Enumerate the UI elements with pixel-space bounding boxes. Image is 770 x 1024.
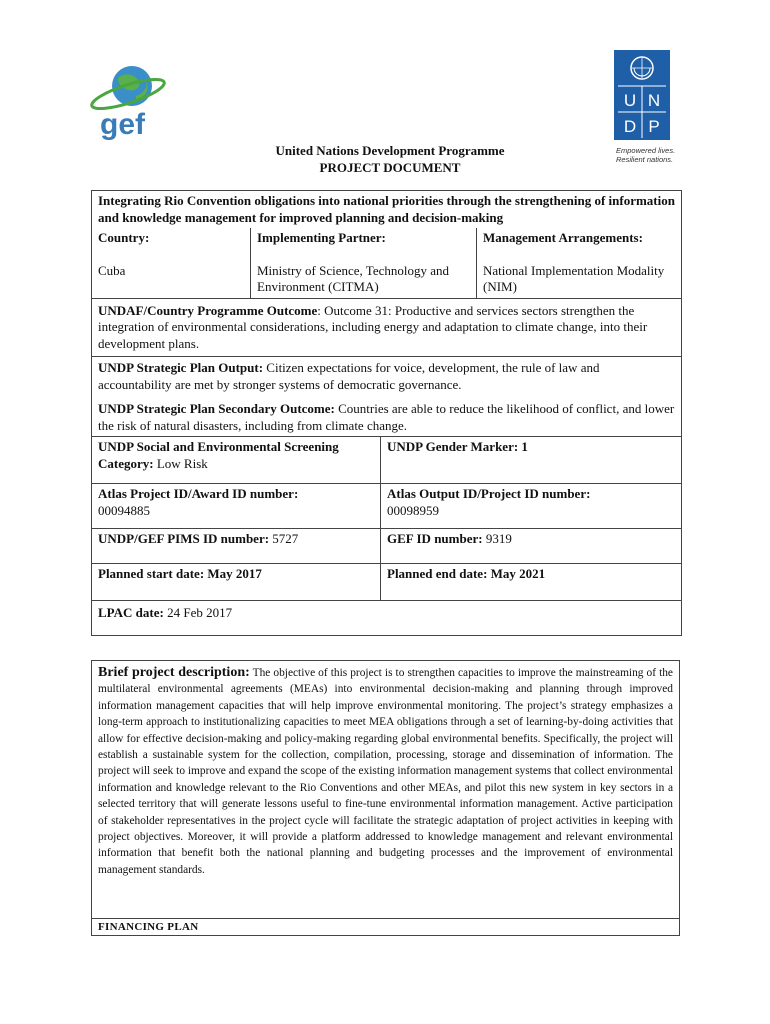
project-info-table [91, 190, 682, 636]
brief-text: The objective of this project is to strengthen capacities to improve the mainstreaming of the multilateral environmental agreements (MEAs) into environmental decision-making and planning through improved information management capacities that will help improve environmental monitoring. The project’s strategy emphasizes a long-term approach to institutionalizing capacities to meet MEA obligations through a set of learning-by-doing activities that allow for effective decision-making and policy-making regarding global environmental benefits. Specifically, the project will establish a sustainable system for the collection, compilation, processing, storage and dissemination of information. The project will seek to improve and expand the scope of the existing information management systems that collect environmental information and knowledge relevant to the Rio Conventions and other MEAs, and pilot this new system in key sectors in a selected territory that will generate lessons useful to fine-tune environmental information management. Active participation of stakeholder representatives in the project cycle will facilitate the strategic adaptation of project activities in keeping with project objectives. Moreover, it will provide a platform addressed to knowledge management and relevant environmental information that benefit both the national planning and budgeting processes and the improvement of environmental management standards. [98, 667, 673, 876]
svg-text:P: P [648, 117, 660, 136]
undaf-label: UNDAF/Country Programme Outcome [98, 302, 318, 318]
management-label: Management Arrangements: [483, 230, 643, 245]
secondary-outcome-value: Countries are able to reduce the likelihood of conflict, and lower the risk of natural disasters, including from climate change. [98, 401, 675, 433]
screening-label: UNDP Social and Environmental Screening Category: [98, 439, 339, 471]
management-value: National Implementation Modality (NIM) [483, 262, 665, 294]
planned-end: Planned end date: May 2021 [387, 566, 546, 581]
partner-label: Implementing Partner: [257, 230, 386, 245]
undaf-value: : Outcome 31: Productive and services sectors strengthen the integration of environmental considerations, including energy and adaptation to climate change, into their development plans. [98, 302, 648, 351]
lpac-label: LPAC date: [98, 605, 164, 620]
svg-text:U: U [623, 91, 637, 110]
project-title: Integrating Rio Convention obligations into national priorities through the strengthening of information and knowledge management for improved planning and decision-making [98, 193, 675, 225]
gef-logo-text: gef [100, 108, 145, 140]
financing-plan-label: FINANCING PLAN [98, 921, 199, 933]
secondary-outcome-label: UNDP Strategic Plan Secondary Outcome: [98, 401, 335, 416]
gender-marker: UNDP Gender Marker: 1 [387, 439, 528, 454]
doc-type: PROJECT DOCUMENT [319, 160, 461, 175]
partner-value: Ministry of Science, Technology and Environment (CITMA) [257, 262, 450, 294]
pims-value: 5727 [269, 531, 299, 546]
screening-value: Low Risk [153, 455, 208, 471]
gef-id-label: GEF ID number: [387, 531, 483, 546]
strategic-output-value: Citizen expectations for voice, development, the rule of law and accountability are met by stronger systems of democratic governance. [98, 360, 600, 392]
lpac-value: 24 Feb 2017 [163, 605, 233, 620]
atlas-output-value: 00098959 [387, 502, 439, 518]
country-value: Cuba [98, 262, 126, 278]
atlas-project-label: Atlas Project ID/Award ID number: [98, 486, 299, 501]
gef-id-value: 9319 [482, 531, 512, 546]
brief-label: Brief project description: [98, 665, 250, 680]
planned-start: Planned start date: May 2017 [98, 566, 262, 581]
svg-text:D: D [623, 117, 637, 136]
svg-text:N: N [647, 91, 661, 110]
org-name: United Nations Development Programme [275, 143, 505, 158]
country-label: Country: [98, 230, 150, 245]
atlas-output-label: Atlas Output ID/Project ID number: [387, 486, 591, 501]
strategic-output-label: UNDP Strategic Plan Output: [98, 360, 264, 375]
gef-logo [88, 58, 170, 140]
atlas-project-value: 00094885 [98, 502, 150, 518]
document-header [230, 142, 550, 176]
financing-plan-heading [91, 918, 680, 936]
undp-logo [612, 50, 680, 164]
pims-label: UNDP/GEF PIMS ID number: [98, 531, 270, 546]
brief-description-box [91, 660, 680, 936]
undp-tagline: Empowered lives. Resilient nations. [616, 146, 676, 164]
